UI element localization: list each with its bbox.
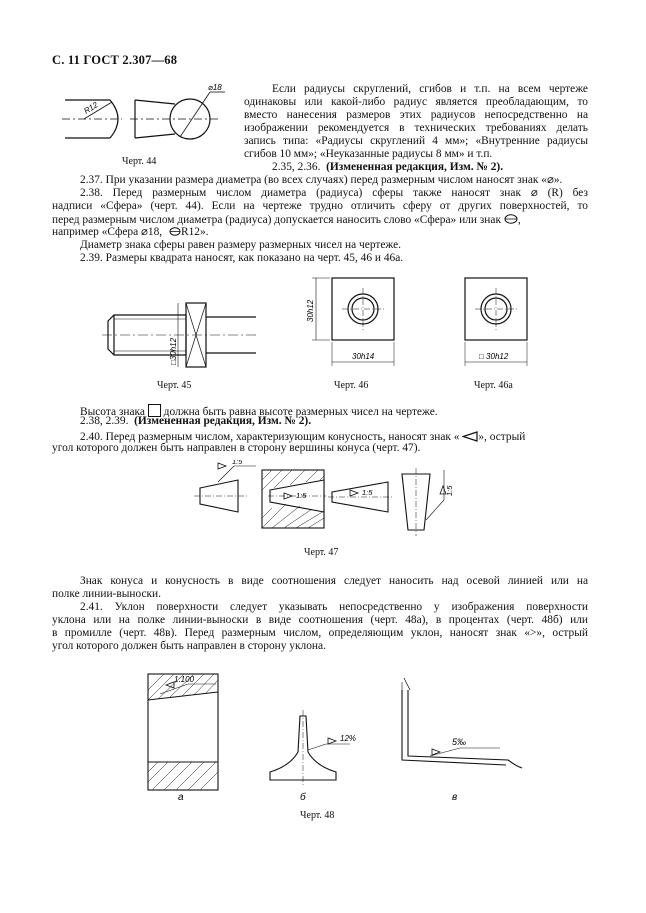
para-2-38-line-1: 2.38. Перед размерным числом диаметра (радиуса) сферы также наносят знак ⌀ (R) без xyxy=(80,187,588,199)
fig48-label-b: 12% xyxy=(340,734,357,743)
intro-amend-bold: (Измененная редакция, Изм. № 2). xyxy=(326,161,504,173)
fig46-horizontal-label: 30h14 xyxy=(352,352,375,361)
conicity-sign-icon xyxy=(462,431,478,442)
figure-46 xyxy=(300,270,400,370)
para-2-41-line-4: угол которого должен быть направлен в сторону уклона. xyxy=(52,640,326,652)
para-2-38-sphere-size: Диаметр знака сферы равен размеру размерных чисел на чертеже. xyxy=(80,239,402,251)
fig48-label-c: 5‰ xyxy=(452,737,467,747)
fig44-diameter-label: ⌀18 xyxy=(208,83,222,92)
fig47-caption: Черт. 47 xyxy=(304,547,339,558)
para-2-40-line-2: угол которого должен быть направлен в сторону вершины конуса (черт. 47). xyxy=(52,442,421,454)
para-2-38-line-4 xyxy=(52,226,209,239)
fig45-caption: Черт. 45 xyxy=(157,380,192,391)
figure-45 xyxy=(100,295,260,375)
fig45-label: □30h12 xyxy=(169,337,178,365)
fig47-label-3: 1:5 xyxy=(362,488,373,497)
fig46a-label: □ 30h12 xyxy=(479,352,509,361)
amendment-2 xyxy=(80,415,311,428)
figure-47 xyxy=(190,460,460,540)
fig48-sub-a: а xyxy=(178,792,184,803)
fig48-caption: Черт. 48 xyxy=(300,810,335,821)
fig48-label-a: 1:100 xyxy=(174,675,195,684)
fig44-caption: Черт. 44 xyxy=(122,156,157,167)
para-cone-line-2: полке линии-выноски. xyxy=(52,588,161,600)
fig46-caption: Черт. 46 xyxy=(334,380,369,391)
fig48-sub-b: б xyxy=(300,792,306,803)
fig46-vertical-label: 30h12 xyxy=(306,299,315,322)
para-2-39: 2.39. Размеры квадрата наносят, как показано на черт. 45, 46 и 46а. xyxy=(80,252,404,264)
para-2-38-line-3-text: перед размерным числом диаметра (радиуса) допускается наносить слово «Сфера» или знак xyxy=(52,214,501,226)
para-2-37: 2.37. При указании размера диаметра (во всех случаях) перед размерным числом наносят знак «⌀». xyxy=(80,174,563,186)
intro-line-5: запись типа: «Радиусы скруглений 4 мм»; «Внутренние радиусы xyxy=(244,135,588,147)
para-2-38-line-3: перед размерным числом диаметра (радиуса) допускается наносить слово «Сфера» или знак , xyxy=(52,214,521,226)
intro-line-2: одинаковы или какой-либо радиус является преобладающим, то xyxy=(244,96,588,108)
para-2-40-text-b: », острый xyxy=(478,431,526,443)
intro-amend-prefix: 2.35, 2.36. xyxy=(272,161,321,173)
intro-amendment xyxy=(272,161,503,174)
figure-48 xyxy=(140,670,540,810)
para-2-41-line-2: уклона или на полке линии-выноски в виде соотношения (черт. 48а), в процентах (черт. 48б) или xyxy=(52,614,588,626)
para-2-38-example-1: например «Сфера ⌀18, xyxy=(52,226,163,238)
fig47-label-1: 1:5 xyxy=(232,460,243,466)
para-cone-line-1: Знак конуса и конусность в виде соотношения следует наносить над осевой линией или на xyxy=(80,575,588,587)
para-sign-height-b: должна быть равна высоте размерных чисел на чертеже. xyxy=(163,406,438,418)
fig44-radius-label: R12 xyxy=(82,100,100,116)
sphere-sign-icon xyxy=(504,214,518,224)
fig47-label-4: 1:5 xyxy=(445,485,454,496)
amendment-2-bold: (Измененная редакция, Изм. № 2). xyxy=(134,415,312,427)
page-header: С. 11 ГОСТ 2.307—68 xyxy=(52,53,178,67)
figure-46a xyxy=(455,270,545,370)
para-2-38-example-2: R12». xyxy=(180,226,209,238)
para-2-41-line-3: в промилле (черт. 48в). Перед размерным числом, определяющим уклон, наносят знак «>», острый xyxy=(52,627,588,639)
fig48-sub-c: в xyxy=(452,792,458,803)
para-sign-height-a: Высота знака xyxy=(80,406,145,418)
sphere-sign-small-icon xyxy=(169,227,181,236)
fig47-label-2: 1:5 xyxy=(296,491,307,500)
intro-line-1: Если радиусы скруглений, сгибов и т.п. на всем чертеже xyxy=(272,83,588,95)
figure-44 xyxy=(60,80,230,155)
intro-line-3: вместо нанесения размеров этих радиусов непосредственно на xyxy=(244,109,588,121)
para-2-40-text-a: 2.40. Перед размерным числом, характеризующим конусность, наносят знак « xyxy=(80,431,460,443)
para-2-41-line-1: 2.41. Уклон поверхности следует указывать непосредственно у изображения поверхности xyxy=(80,601,588,613)
amendment-2-prefix: 2.38, 2.39. xyxy=(80,415,129,427)
para-2-38-line-2: надписи «Сфера» (черт. 44). Если на чертеже трудно отличить сферу от других поверхностей, то xyxy=(52,200,588,212)
fig46a-caption: Черт. 46а xyxy=(474,380,513,391)
intro-line-6: сгибов 10 мм»; «Неуказанные радиусы 8 мм» и т.п. xyxy=(244,148,493,160)
intro-line-4: изображении рекомендуется в технических требованиях делать xyxy=(244,122,588,134)
